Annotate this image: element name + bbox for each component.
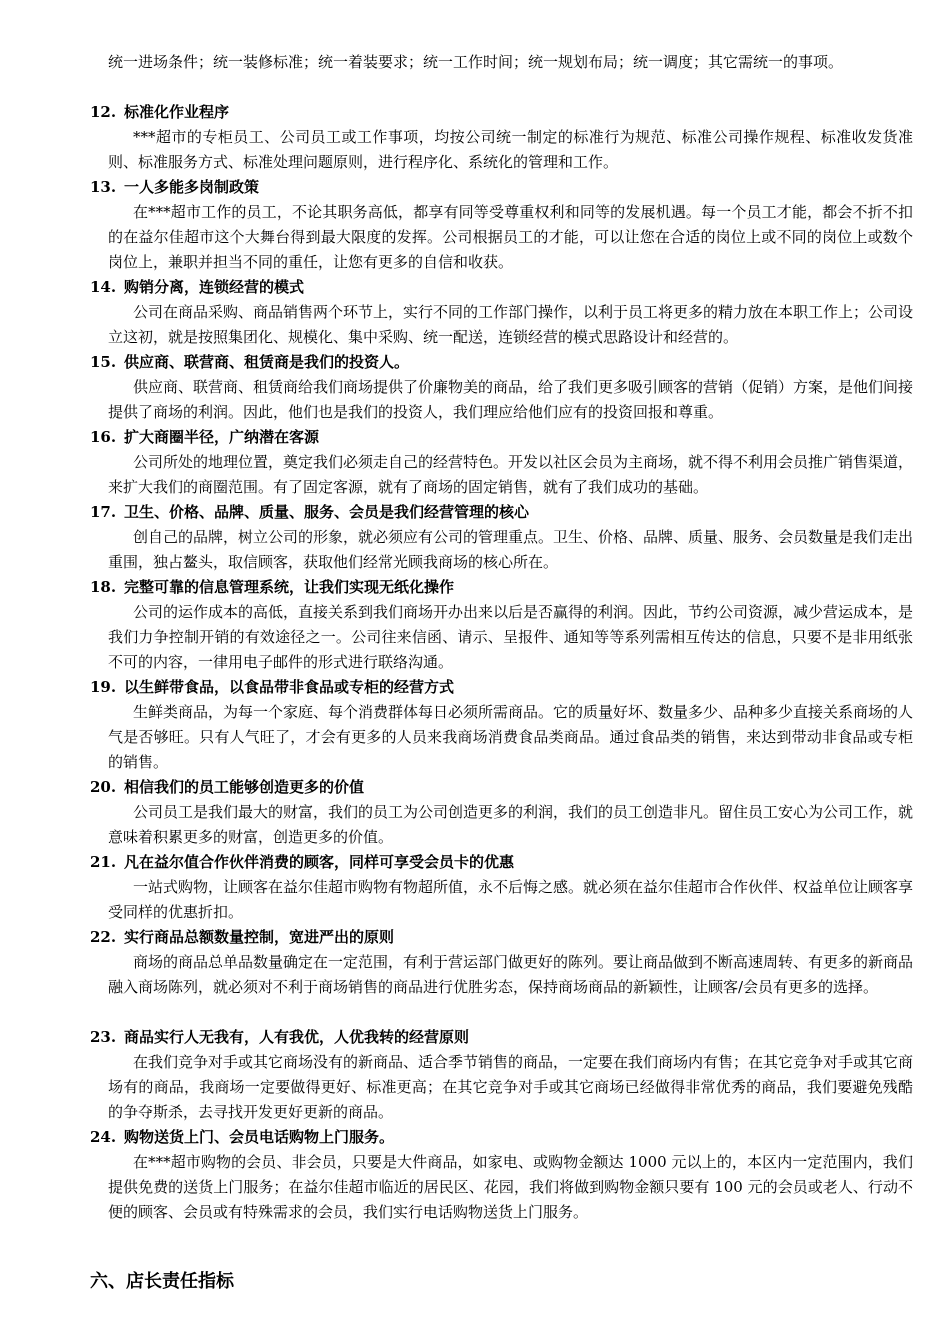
item-title: 标准化作业程序 xyxy=(124,103,230,121)
item-heading-20 xyxy=(90,775,920,800)
item-heading-15 xyxy=(90,350,920,375)
item-title: 扩大商圈半径，广纳潜在客源 xyxy=(124,428,320,446)
item-heading-18 xyxy=(90,575,920,600)
item-heading-12 xyxy=(90,100,920,125)
intro-paragraph: 统一进场条件；统一装修标准；统一着装要求；统一工作时间；统一规划布局；统一调度；其它需统一的事项。 xyxy=(108,53,844,71)
item-title: 卫生、价格、品牌、质量、服务、会员是我们经营管理的核心 xyxy=(124,503,530,521)
item-title: 凡在益尔值合作伙伴消费的顾客，同样可享受会员卡的优惠 xyxy=(124,853,515,871)
item-title: 完整可靠的信息管理系统，让我们实现无纸化操作 xyxy=(124,578,455,596)
item-number: 13. xyxy=(90,178,117,196)
item-number: 18. xyxy=(90,578,117,596)
item-heading-16 xyxy=(90,425,920,450)
item-body-19: 生鲜类商品，为每一个家庭、每个消费群体每日必须所需商品。它的质量好坏、数量多少、品种多少直接关系商场的人气是否够旺。只有人气旺了，才会有更多的人员来我商场消费食品类商品。通过食品类的销售，来达到带动非食品或专柜的销售。 xyxy=(108,703,914,771)
item-heading-14 xyxy=(90,275,920,300)
item-title: 购物送货上门、会员电话购物上门服务。 xyxy=(124,1128,395,1146)
item-heading-24 xyxy=(90,1125,920,1150)
item-number: 17. xyxy=(90,503,117,521)
item-number: 24. xyxy=(90,1128,117,1146)
item-number: 15. xyxy=(90,353,117,371)
item-number: 23. xyxy=(90,1028,117,1046)
item-heading-21 xyxy=(90,850,920,875)
item-heading-23 xyxy=(90,1025,920,1050)
item-body-20: 公司员工是我们最大的财富，我们的员工为公司创造更多的利润，我们的员工创造非凡。留住员工安心为公司工作，就意味着积累更多的财富，创造更多的价值。 xyxy=(108,803,914,846)
item-number: 22. xyxy=(90,928,117,946)
item-title: 以生鲜带食品，以食品带非食品或专柜的经营方式 xyxy=(124,678,455,696)
item-number: 19. xyxy=(90,678,117,696)
item-title: 相信我们的员工能够创造更多的价值 xyxy=(124,778,365,796)
item-heading-17 xyxy=(90,500,920,525)
item-number: 14. xyxy=(90,278,117,296)
section-title: 六、店长责任指标 xyxy=(90,1271,234,1292)
item-body-15: 供应商、联营商、租赁商给我们商场提供了价廉物美的商品，给了我们更多吸引顾客的营销（促销）方案，是他们间接提供了商场的利润。因此，他们也是我们的投资人，我们理应给他们应有的投资回报和尊重。 xyxy=(108,378,914,421)
item-body-16: 公司所处的地理位置，奠定我们必须走自己的经营特色。开发以社区会员为主商场，就不得不利用会员推广销售渠道，来扩大我们的商圈范围。有了固定客源，就有了商场的固定销售，就有了我们成功的基础。 xyxy=(108,453,914,496)
item-heading-13 xyxy=(90,175,920,200)
item-body-14: 公司在商品采购、商品销售两个环节上，实行不同的工作部门操作，以利于员工将更多的精力放在本职工作上；公司设立这初，就是按照集团化、规模化、集中采购、统一配送，连锁经营的模式思路设计和经营的。 xyxy=(108,303,914,346)
item-body-18: 公司的运作成本的高低，直接关系到我们商场开办出来以后是否赢得的利润。因此，节约公司资源，减少营运成本，是我们力争控制开销的有效途径之一。公司往来信函、请示、呈报件、通知等等系列需相互传达的信息，只要不是非用纸张不可的内容，一律用电子邮件的形式进行联络沟通。 xyxy=(108,603,914,671)
item-body-22: 商场的商品总单品数量确定在一定范围，有利于营运部门做更好的陈列。要让商品做到不断高速周转、有更多的新商品融入商场陈列，就必须对不利于商场销售的商品进行优胜劣态，保持商场商品的新颖性，让顾客/会员有更多的选择。 xyxy=(108,953,914,996)
item-number: 20. xyxy=(90,778,117,796)
item-title: 一人多能多岗制政策 xyxy=(124,178,260,196)
item-title: 供应商、联营商、租赁商是我们的投资人。 xyxy=(124,353,410,371)
item-body-23: 在我们竞争对手或其它商场没有的新商品、适合季节销售的商品，一定要在我们商场内有售；在其它竞争对手或其它商场有的商品，我商场一定要做得更好、标准更高；在其它竞争对手或其它商场已经做得非常优秀的商品，我们要避免残酷的争夺斯杀，去寻找开发更好更新的商品。 xyxy=(108,1053,914,1121)
item-body-21: 一站式购物，让顾客在益尔佳超市购物有物超所值，永不后悔之感。就必须在益尔佳超市合作伙伴、权益单位让顾客享受同样的优惠折扣。 xyxy=(108,878,914,921)
item-title: 商品实行人无我有，人有我优，人优我转的经营原则 xyxy=(124,1028,470,1046)
item-heading-22 xyxy=(90,925,920,950)
item-number: 12. xyxy=(90,103,117,121)
item-body-12: ***超市的专柜员工、公司员工或工作事项，均按公司统一制定的标准行为规范、标准公司操作规程、标准收发货准则、标准服务方式、标准处理问题原则，进行程序化、系统化的管理和工作。 xyxy=(108,128,913,171)
item-body-17: 创自己的品牌，树立公司的形象，就必须应有公司的管理重点。卫生、价格、品牌、质量、服务、会员数量是我们走出重围，独占鳌头，取信顾客，获取他们经常光顾我商场的核心所在。 xyxy=(108,528,914,571)
item-number: 21. xyxy=(90,853,117,871)
item-number: 16. xyxy=(90,428,117,446)
item-title: 实行商品总额数量控制，宽进严出的原则 xyxy=(124,928,395,946)
item-heading-19 xyxy=(90,675,920,700)
item-body-24: 在***超市购物的会员、非会员，只要是大件商品，如家电、或购物金额达 1000 元以上的，本区内一定范围内，我们提供免费的送货上门服务；在益尔佳超市临近的居民区、花园，我们将做到购物金额只要有 100 元的会员或老人、行动不便的顾客、会员或有特殊需求的会员，我们实行电话购物送货上门服务。 xyxy=(108,1153,913,1221)
item-body-13: 在***超市工作的员工，不论其职务高低，都享有同等受尊重权利和同等的发展机遇。每一个员工才能，都会不折不扣的在益尔佳超市这个大舞台得到最大限度的发挥。公司根据员工的才能，可以让您在合适的岗位上或不同的岗位上或数个岗位上，兼职并担当不同的重任，让您有更多的自信和收获。 xyxy=(108,203,913,271)
item-title: 购销分离，连锁经营的模式 xyxy=(124,278,305,296)
